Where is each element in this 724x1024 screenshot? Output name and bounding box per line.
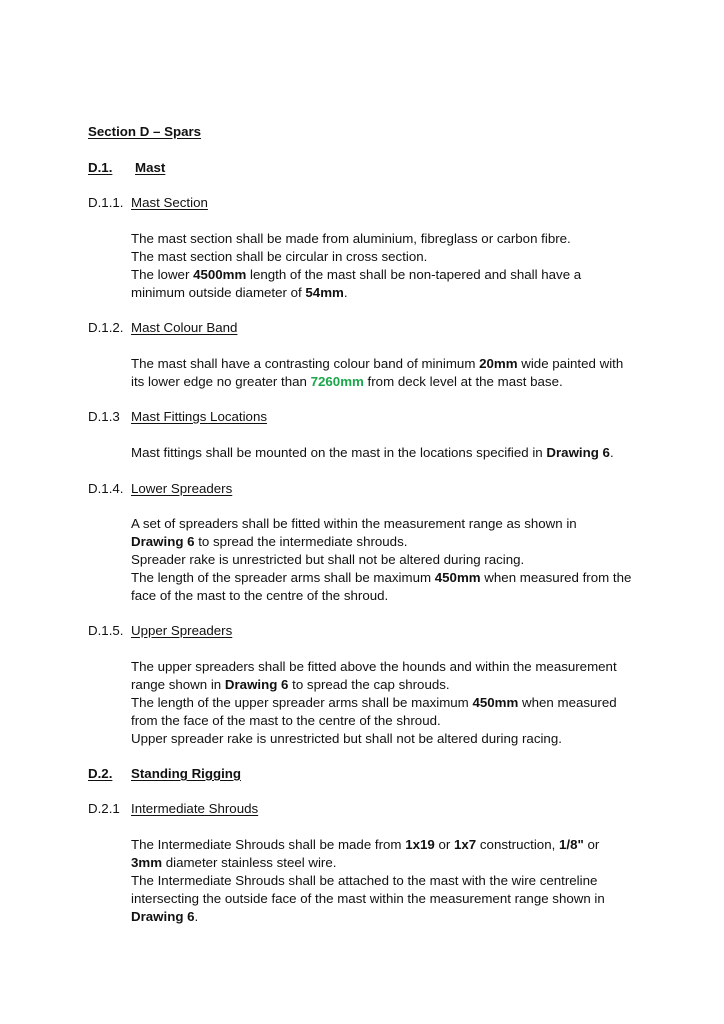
d15-number: D.1.5. [88, 623, 124, 638]
drawing-reference: Drawing 6 [131, 534, 195, 549]
d21-line-1 [131, 836, 599, 854]
value-1x7: 1x7 [454, 837, 477, 852]
d14-line-4 [131, 569, 631, 587]
d12-title: Mast Colour Band [131, 320, 238, 335]
d14-line-1: A set of spreaders shall be fitted within the measurement range as shown in [131, 516, 577, 531]
text: . [343, 285, 348, 300]
text: . [194, 909, 199, 924]
d11-line-2: The mast section shall be circular in cross section. [131, 249, 428, 264]
d14-line-3: Spreader rake is unrestricted but shall not be altered during racing. [131, 552, 525, 567]
text: minimum outside diameter of [131, 285, 306, 300]
d13-line-1 [131, 444, 614, 462]
text: to spread the intermediate shrouds. [194, 534, 408, 549]
text: range shown in [131, 677, 225, 692]
text: The length of the upper spreader arms shall be maximum [131, 695, 473, 710]
value-54mm: 54mm [305, 285, 344, 300]
d13-title: Mast Fittings Locations [131, 409, 267, 424]
d15-line-3 [131, 694, 617, 712]
d2-number: D.2. [88, 766, 113, 781]
d12-line-2 [131, 373, 563, 391]
d15-line-2 [131, 676, 450, 694]
drawing-reference: Drawing 6 [131, 909, 195, 924]
text: The mast shall have a contrasting colour band of minimum [131, 356, 480, 371]
d13-number: D.1.3 [88, 409, 120, 424]
d21-line-5 [131, 908, 198, 926]
d11-number: D.1.1. [88, 195, 124, 210]
value-1-8-inch: 1/8" [558, 837, 584, 852]
d15-line-5: Upper spreader rake is unrestricted but shall not be altered during racing. [131, 731, 562, 746]
d21-line-3: The Intermediate Shrouds shall be attached to the mast with the wire centreline [131, 873, 598, 888]
d11-line-3 [131, 266, 581, 284]
value-20mm: 20mm [479, 356, 518, 371]
d11-line-1: The mast section shall be made from aluminium, fibreglass or carbon fibre. [131, 231, 571, 246]
d15-line-1: The upper spreaders shall be fitted above the hounds and within the measurement [131, 659, 617, 674]
text: to spread the cap shrouds. [288, 677, 450, 692]
d21-line-4: intersecting the outside face of the mast within the measurement range shown in [131, 891, 605, 906]
text: Mast fittings shall be mounted on the mast in the locations specified in [131, 445, 547, 460]
text: construction, [476, 837, 559, 852]
d14-title: Lower Spreaders [131, 481, 233, 496]
text: or [583, 837, 600, 852]
d14-number: D.1.4. [88, 481, 124, 496]
value-4500mm: 4500mm [193, 267, 247, 282]
d14-line-2 [131, 533, 407, 551]
value-1x19: 1x19 [405, 837, 435, 852]
drawing-reference: Drawing 6 [546, 445, 610, 460]
d14-line-5: face of the mast to the centre of the shroud. [131, 588, 389, 603]
d1-number: D.1. [88, 160, 113, 175]
value-450mm: 450mm [434, 570, 481, 585]
text: its lower edge no greater than [131, 374, 311, 389]
section-title: Section D – Spars [88, 124, 202, 139]
value-3mm: 3mm [131, 855, 163, 870]
text: The Intermediate Shrouds shall be made from [131, 837, 406, 852]
text: The length of the spreader arms shall be maximum [131, 570, 435, 585]
drawing-reference: Drawing 6 [224, 677, 289, 692]
d2-title: Standing Rigging [131, 766, 242, 781]
d1-title: Mast [135, 160, 166, 175]
text: . [609, 445, 614, 460]
d15-title: Upper Spreaders [131, 623, 233, 638]
value-7260mm: 7260mm [310, 374, 364, 389]
d11-title: Mast Section [131, 195, 208, 210]
d21-title: Intermediate Shrouds [131, 801, 259, 816]
text: or [434, 837, 455, 852]
value-450mm: 450mm [472, 695, 519, 710]
text: length of the mast shall be non-tapered and shall have a [246, 267, 582, 282]
d12-number: D.1.2. [88, 320, 124, 335]
d21-line-2 [131, 854, 336, 872]
text: The lower [131, 267, 194, 282]
text: when measured from the [480, 570, 632, 585]
text: diameter stainless steel wire. [162, 855, 337, 870]
d15-line-4: from the face of the mast to the centre of the shroud. [131, 713, 441, 728]
text: when measured [518, 695, 617, 710]
text: from deck level at the mast base. [363, 374, 563, 389]
d12-line-1 [131, 355, 623, 373]
text: wide painted with [517, 356, 624, 371]
d11-line-4 [131, 284, 348, 302]
d21-number: D.2.1 [88, 801, 120, 816]
